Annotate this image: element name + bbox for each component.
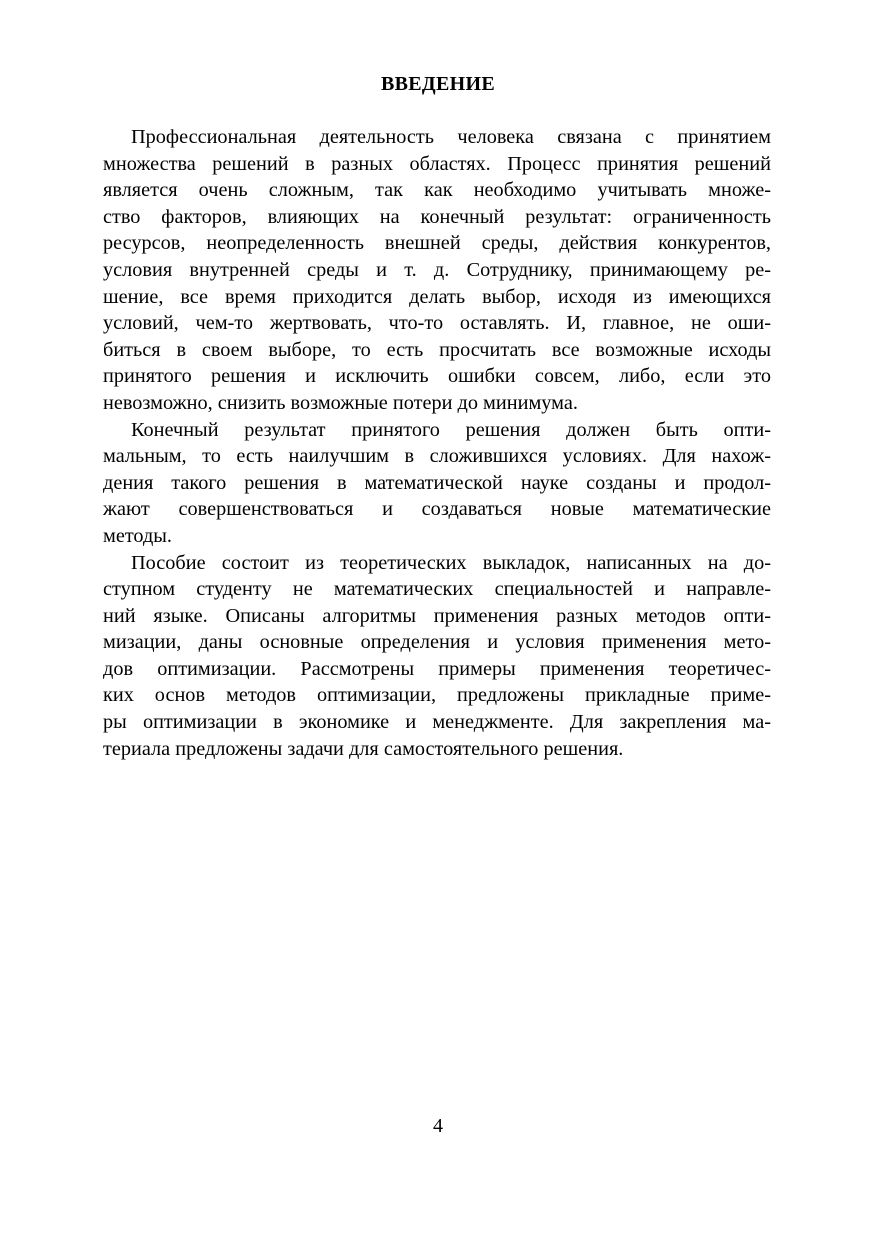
text-line: принятого решения и исключить ошибки совсем, либо, если это — [103, 365, 771, 388]
text-line: Пособие состоит из теоретических выкладок, написанных на до- — [131, 551, 771, 574]
text-line: жают совершенствоваться и создаваться новые математические — [103, 498, 771, 521]
text-line: ры оптимизации в экономике и менеджменте. Для закрепления ма- — [103, 711, 771, 734]
text-line: дов оптимизации. Рассмотрены примеры применения теоретичес- — [103, 657, 771, 680]
section-title: ВВЕДЕНИЕ — [381, 73, 495, 95]
text-line: ступном студенту не математических специальностей и направле- — [103, 578, 771, 601]
text-line: ких основ методов оптимизации, предложены прикладные приме- — [103, 684, 771, 707]
text-line: условия внутренней среды и т. д. Сотруднику, принимающему ре- — [103, 258, 771, 281]
text-line: невозможно, снизить возможные потери до минимума. — [103, 391, 578, 414]
text-line: мальным, то есть наилучшим в сложившихся условиях. Для нахож- — [103, 445, 771, 468]
text-line: методы. — [103, 524, 173, 547]
text-line: ресурсов, неопределенность внешней среды, действия конкурентов, — [103, 232, 771, 255]
text-line: ство факторов, влияющих на конечный результат: ограниченность — [103, 205, 771, 228]
page-number: 4 — [433, 1115, 443, 1137]
text-line: ний языке. Описаны алгоритмы применения разных методов опти- — [103, 604, 771, 627]
text-line: мизации, даны основные определения и условия применения мето- — [103, 631, 771, 654]
paragraph — [103, 124, 771, 417]
text-line: Конечный результат принятого решения должен быть опти- — [131, 418, 771, 441]
text-line: Профессиональная деятельность человека связана с принятием — [131, 126, 771, 148]
text-line: териала предложены задачи для самостоятельного решения. — [103, 737, 624, 760]
paragraph — [103, 417, 771, 550]
text-line: дения такого решения в математической науке созданы и продол- — [103, 471, 771, 494]
text-line: условий, чем-то жертвовать, что-то оставлять. И, главное, не оши- — [103, 312, 771, 335]
text-line: является очень сложным, так как необходимо учитывать множе- — [103, 179, 771, 202]
text-line: биться в своем выборе, то есть просчитать все возможные исходы — [103, 338, 771, 361]
text-line: множества решений в разных областях. Процесс принятия решений — [103, 152, 771, 175]
text-line: шение, все время приходится делать выбор, исходя из имеющихся — [103, 285, 771, 308]
paragraph — [103, 550, 771, 763]
body-text — [103, 124, 771, 762]
